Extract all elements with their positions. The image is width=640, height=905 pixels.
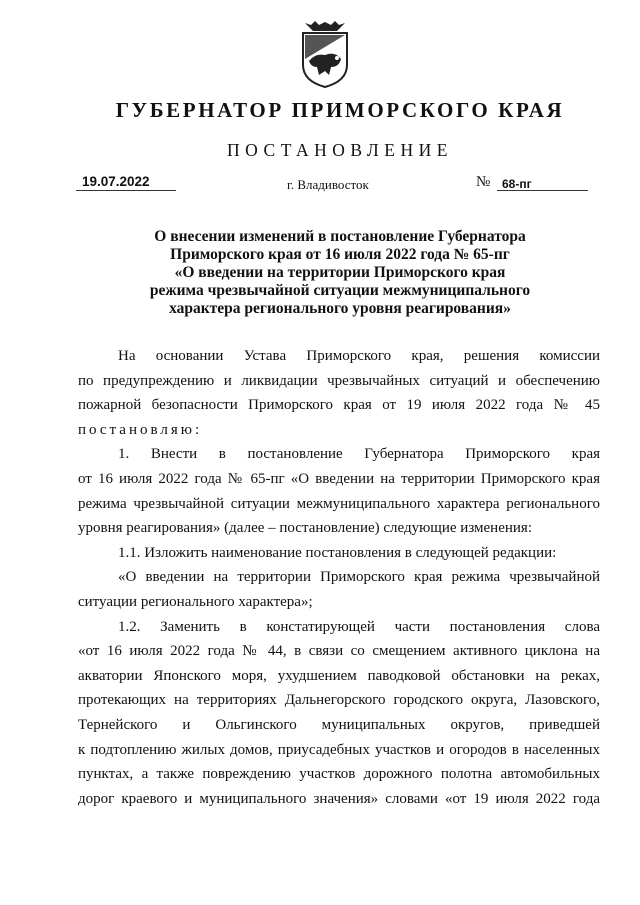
item-1-1: 1.1. Изложить наименование постановления в следующей редакции: xyxy=(118,544,557,561)
item-1-2-line: 1.2. Заменить в констатирующей части постановления слова xyxy=(118,618,600,635)
preamble-line: На основании Устава Приморского края, решения комиссии xyxy=(118,348,600,364)
item-1-1-quote-line: «О введении на территории Приморского края режима чрезвычайной xyxy=(118,569,600,586)
document-number: 68-пг xyxy=(502,177,532,191)
date-underline xyxy=(76,190,176,191)
title-line: режима чрезвычайной ситуации межмуниципального xyxy=(149,282,531,299)
item-1-2-line: пунктах, а также повреждению участков дорожного полотна автомобильных xyxy=(78,766,600,783)
title-line: О внесении изменений в постановление Губернатора xyxy=(154,228,526,245)
number-label: № xyxy=(476,174,491,190)
document-body xyxy=(78,344,600,811)
document-date: 19.07.2022 xyxy=(82,174,150,189)
document-type: ПОСТАНОВЛЕНИЕ xyxy=(227,140,453,160)
item-1-2-line: «от 16 июля 2022 года № 44, в связи со смещением активного циклона на xyxy=(78,643,600,660)
document-city: г. Владивосток xyxy=(287,177,369,192)
item-1-2-line: дорог краевого и муниципального значения» словами «от 19 июля 2022 года xyxy=(78,790,600,807)
document-title xyxy=(120,228,560,318)
item-1-2-line: акватории Японского моря, ухудшением паводковой обстановки на реках, xyxy=(78,667,600,684)
item-1-2-line: к подтоплению жилых домов, приусадебных участков и огородов в населенных xyxy=(78,741,600,758)
preamble-line: пожарной безопасности Приморского края от 19 июля 2022 года № 45 xyxy=(78,397,600,414)
number-underline xyxy=(497,190,588,191)
preamble-line: по предупреждению и ликвидации чрезвычайных ситуаций и обеспечению xyxy=(78,372,600,389)
item-1-line: уровня реагирования» (далее – постановление) следующие изменения: xyxy=(78,520,532,537)
authority-title: ГУБЕРНАТОР ПРИМОРСКОГО КРАЯ xyxy=(115,98,565,122)
item-1-2-line: протекающих на территориях Дальнегорского городского округа, Лазовского, xyxy=(78,692,600,709)
title-line: Приморского края от 16 июля 2022 года № 65-пг xyxy=(170,246,510,263)
item-1-line: 1. Внести в постановление Губернатора Приморского края xyxy=(118,446,600,463)
item-1-line: от 16 июля 2022 года № 65-пг «О введении на территории Приморского края xyxy=(78,470,600,487)
title-line: «О введении на территории Приморского края xyxy=(174,264,506,281)
item-1-line: режима чрезвычайной ситуации межмуниципального характера регионального xyxy=(78,495,600,512)
resolve-word: постановляю: xyxy=(78,421,203,438)
coat-of-arms-emblem xyxy=(299,21,351,89)
item-1-1-quote-line: ситуации регионального характера»; xyxy=(78,593,313,610)
title-line: характера регионального уровня реагирования» xyxy=(169,300,511,317)
item-1-2-line: Тернейского и Ольгинского муниципальных округов, приведшей xyxy=(78,716,600,733)
